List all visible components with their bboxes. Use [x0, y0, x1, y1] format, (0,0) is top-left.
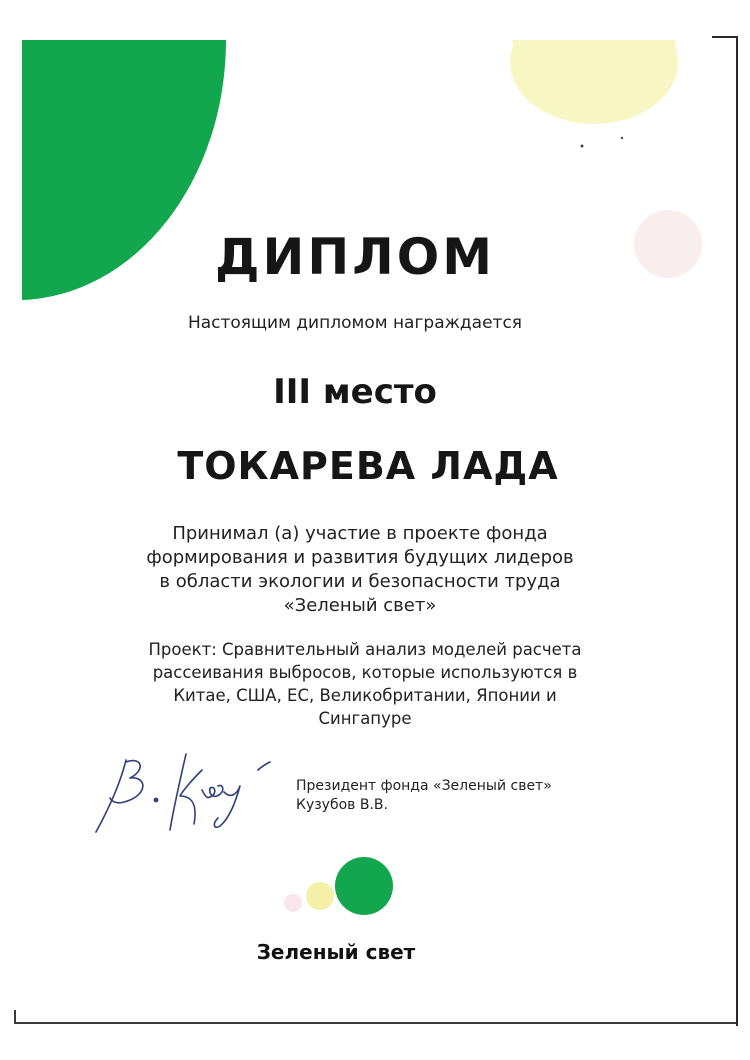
- scan-edge-bottom: [14, 1022, 736, 1024]
- participation-line: в области экологии и безопасности труда: [159, 571, 561, 592]
- scan-edge-left: [14, 1010, 16, 1024]
- project-line: рассеивания выбросов, которые используются в: [152, 663, 578, 682]
- footer-green-dot: [335, 857, 393, 915]
- participation-line: Принимал (а) участие в проекте фонда: [172, 523, 548, 544]
- recipient-name: ТОКАРЕВА ЛАДА: [177, 444, 559, 488]
- footer-pink-dot: [284, 894, 302, 912]
- scan-edge-right: [736, 36, 738, 1026]
- footer-yellow-dot: [306, 882, 334, 910]
- footer-logo-text: Зеленый свет: [256, 940, 416, 964]
- participation-line: «Зеленый свет»: [283, 595, 437, 616]
- president-title: Президент фонда «Зеленый свет»: [296, 778, 552, 794]
- project-line: Сингапуре: [318, 709, 412, 728]
- project-line: Проект: Сравнительный анализ моделей расчета: [148, 640, 582, 659]
- president-name: Кузубов В.В.: [296, 797, 388, 813]
- project-description: [70, 638, 660, 730]
- diploma-title: ДИПЛОМ: [214, 228, 495, 286]
- president-signature: [90, 740, 280, 840]
- president-block: [296, 777, 636, 815]
- project-line: Китае, США, ЕС, Великобритании, Японии и: [173, 686, 557, 705]
- participation-line: формирования и развития будущих лидеров: [146, 547, 574, 568]
- diploma-subtitle: Настоящим дипломом награждается: [187, 313, 523, 333]
- participation-text: [60, 522, 660, 618]
- scan-edge-top: [712, 36, 736, 38]
- award-place: III место: [273, 372, 437, 412]
